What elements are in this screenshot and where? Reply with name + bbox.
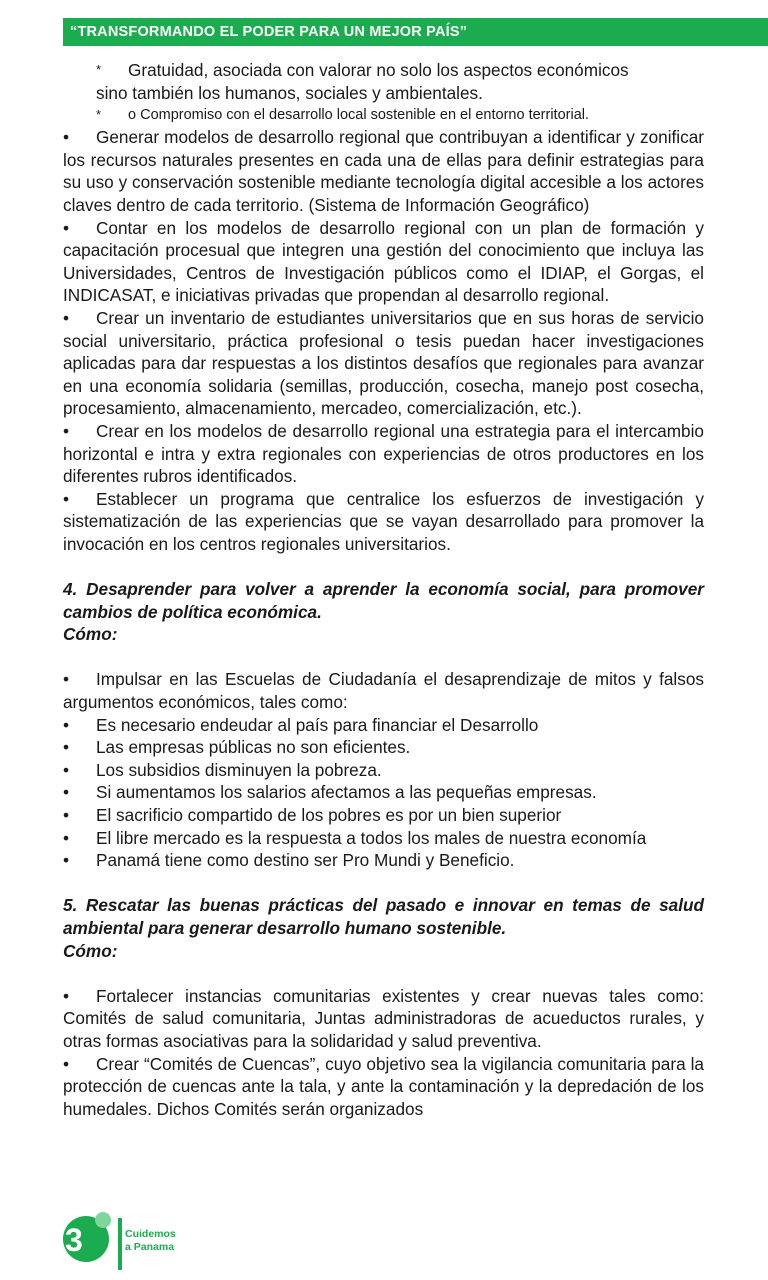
bullet-icon: • — [63, 217, 70, 238]
sub-item-compromiso: * o Compromiso con el desarrollo local sostenible en el entorno territorial. — [63, 104, 704, 126]
bullet-icon: • — [63, 127, 70, 148]
header-bar — [63, 18, 768, 46]
page-number: 34 — [65, 1222, 99, 1258]
section-5-heading: 5. Rescatar las buenas prácticas del pasado e innovar en temas de salud ambiental para generar desarrollo humano sostenible. — [63, 895, 704, 938]
bullet-icon: • — [63, 850, 70, 871]
list-item: • El libre mercado es la respuesta a todos los males de nuestra economía — [63, 827, 647, 848]
bullet-icon: • — [63, 420, 70, 441]
bullet-paragraph: • Crear un inventario de estudiantes universitarios que en sus horas de servicio social universitario, práctica profesional o tesis puedan hacer investigaciones aplicadas para dar respuestas a los distintos desafíos que regionales para avanzar en una economía solidaria (semillas, producción, cosecha, manejo post cosecha, procesamiento, almacenamiento, mercadeo, comercialización, etc.). — [63, 307, 704, 419]
bullet-icon: • — [63, 737, 70, 758]
bullet-icon: • — [63, 1053, 70, 1074]
list-item: • Las empresas públicas no son eficientes. — [63, 737, 411, 758]
asterisk-marker: * — [96, 62, 102, 77]
bullet-paragraph: • Generar modelos de desarrollo regional que contribuyan a identificar y zonificar los recursos naturales presentes en cada una de ellas para definir estrategias para su uso y conservación sostenible mediante tecnología digital accesible a los actores claves dentro de cada territorio. (Sistema de Información Geográfico) — [63, 127, 704, 215]
bullet-icon: • — [63, 714, 70, 735]
footer-brand: Cuidemos a Panama — [125, 1228, 176, 1253]
bullet-icon: • — [63, 307, 70, 328]
list-item: • Es necesario endeudar al país para financiar el Desarrollo — [63, 714, 539, 735]
bullet-icon: • — [63, 488, 70, 509]
bullet-paragraph: • Crear en los modelos de desarrollo regional una estrategia para el intercambio horizontal e intra y extra regionales con experiencias de otros productores en los diferentes rubros identificados. — [63, 420, 704, 487]
list-item: • El sacrificio compartido de los pobres es por un bien superior — [63, 805, 562, 825]
list-item: • Si aumentamos los salarios afectamos a las pequeñas empresas. — [63, 782, 597, 803]
header-title: “TRANSFORMANDO EL PODER PARA UN MEJOR PAÍS” — [70, 24, 468, 40]
bullet-icon: • — [63, 669, 70, 690]
bullet-paragraph: • Contar en los modelos de desarrollo regional con un plan de formación y capacitación procesual que integren una gestión del conocimiento que incluya las Universidades, Centros de Investigación públicos como el IDIAP, el Gorgas, el INDICASAT, e iniciativas privadas que propendan al desarrollo regional. — [63, 217, 704, 306]
bullet-paragraph: • Fortalecer instancias comunitarias existentes y crear nuevas tales como: Comités de salud comunitaria, Juntas administradoras de acueductos rurales, y otras formas asociativas para la solidaridad y salud preventiva. — [63, 985, 704, 1051]
sub-item-gratuidad-cont: sino también los humanos, sociales y ambientales. — [96, 82, 483, 103]
bullet-paragraph: • Impulsar en las Escuelas de Ciudadanía el desaprendizaje de mitos y falsos argumentos económicos, tales como: — [63, 669, 704, 713]
bullet-icon: • — [63, 759, 70, 780]
bullet-icon: • — [63, 782, 70, 803]
sub-item-gratuidad: * Gratuidad, asociada con valorar no solo los aspectos económicos — [96, 60, 629, 80]
section-5-como: Cómo: — [63, 940, 118, 961]
bullet-icon: • — [63, 985, 70, 1006]
section-4-heading: 4. Desaprender para volver a aprender la economía social, para promover cambios de política económica. — [63, 579, 704, 622]
section-4-como: Cómo: — [63, 624, 118, 645]
footer-divider — [118, 1218, 122, 1270]
asterisk-marker: * — [96, 107, 102, 123]
bullet-paragraph: • Crear “Comités de Cuencas”, cuyo objetivo sea la vigilancia comunitaria para la protección de cuencas ante la tala, y ante la contaminación y la depredación de los humedales. Dichos Comités serán organizados — [63, 1053, 704, 1119]
bullet-icon: • — [63, 805, 70, 825]
bullet-paragraph: • Establecer un programa que centralice los esfuerzos de investigación y sistematización de las experiencias que se vayan desarrollado para promover la invocación en los centros regionales universitarios. — [63, 488, 704, 554]
footer — [63, 1212, 203, 1272]
list-item: • Los subsidios disminuyen la pobreza. — [63, 759, 382, 780]
document-body — [63, 59, 704, 1120]
bullet-icon: • — [63, 827, 70, 848]
list-item: • Panamá tiene como destino ser Pro Mundi y Beneficio. — [63, 850, 515, 871]
